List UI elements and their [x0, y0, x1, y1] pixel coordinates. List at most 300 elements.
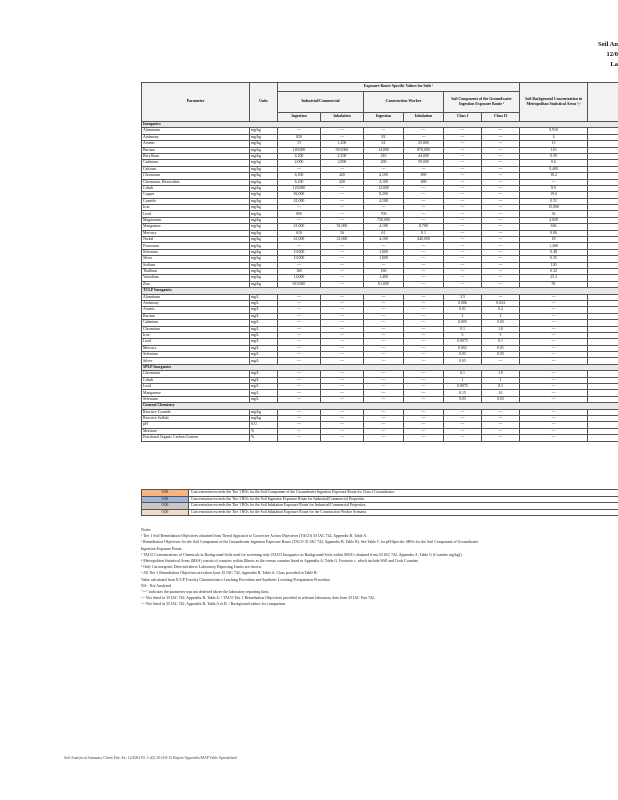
value-cell: 0.01	[482, 345, 520, 351]
value-cell: 25.2	[520, 275, 588, 281]
header-line-1: Soil An	[597, 41, 618, 48]
note-line: ³ TACO Concentrations of Chemicals in Background Soils used for screening only (TACO Inorganics in Background Soils within MSA's obtained from 35 IAC 742, Appendix A, Table G (Counties mg/kg)).	[141, 552, 463, 557]
value-cell: ---	[520, 179, 588, 185]
legend-row	[142, 503, 618, 510]
value-cell: ---	[321, 415, 364, 421]
parameter-cell: Potassium	[142, 243, 250, 249]
parameter-cell: Nickel	[142, 237, 250, 243]
value-cell: ---	[364, 243, 404, 249]
value-cell: ---	[482, 205, 520, 211]
value-cell: ---	[444, 435, 482, 441]
value-cell: ---	[321, 198, 364, 204]
value-cell: 91,000	[321, 224, 364, 230]
value-cell: ---	[321, 332, 364, 338]
units-cell: mg/kg	[250, 237, 278, 243]
value-cell: ---	[321, 166, 364, 172]
units-cell: mg/L	[250, 352, 278, 358]
value-cell: ---	[278, 294, 321, 300]
value-cell: ---	[278, 243, 321, 249]
parameter-cell: Iron	[142, 205, 250, 211]
value-cell: 16	[321, 230, 364, 236]
units-cell: mg/kg	[250, 256, 278, 262]
value-cell: ---	[404, 275, 444, 281]
parameter-cell: Cadmium	[142, 160, 250, 166]
value-cell: ---	[404, 262, 444, 268]
value-cell: ---	[482, 275, 520, 281]
value-cell: ---	[404, 428, 444, 434]
value-cell: ---	[278, 320, 321, 326]
value-cell: ---	[520, 422, 588, 428]
value-cell: ---	[321, 275, 364, 281]
value-cell: ---	[278, 128, 321, 134]
value-cell: 0.1	[482, 339, 520, 345]
parameter-cell: Selenium	[142, 396, 250, 402]
value-cell: 1.0	[482, 371, 520, 377]
value-cell: ---	[404, 134, 444, 140]
value-cell: ---	[482, 262, 520, 268]
value-cell: ---	[404, 377, 444, 383]
value-cell: ---	[444, 243, 482, 249]
value-cell: 1,000	[364, 249, 404, 255]
value-cell: ---	[482, 281, 520, 287]
value-cell: ---	[404, 313, 444, 319]
value-cell: 1.0	[482, 326, 520, 332]
units-cell: mg/L	[250, 332, 278, 338]
value-cell: 10,000	[278, 256, 321, 262]
value-cell: 2,800	[321, 160, 364, 166]
parameter-cell: Chromium	[142, 173, 250, 179]
section-title: SPLP Inorganics	[142, 364, 618, 370]
value-cell: ---	[364, 396, 404, 402]
parameter-cell: Copper	[142, 192, 250, 198]
value-cell: ---	[520, 371, 588, 377]
value-cell: ---	[278, 384, 321, 390]
header-line-2: 12/0	[606, 51, 618, 58]
note-line: ⁴ Metropolitan Statistical Areas (MSA) consist of counties within Illinois as the census counties listed in Appendix A, Table G, Footnote c, which include Will and Cook Counties.	[141, 559, 419, 564]
value-cell: ---	[404, 435, 444, 441]
value-cell: 0.06	[520, 230, 588, 236]
value-cell: 4,100	[364, 179, 404, 185]
value-cell: 2,100	[321, 153, 364, 159]
parameter-cell: Lead	[142, 339, 250, 345]
parameter-cell: Iron	[142, 332, 250, 338]
units-cell: mg/kg	[250, 160, 278, 166]
note-line: ⁵ Only Carcinogenic Detected above Laboratory Reporting Limits are shown.	[141, 565, 262, 570]
value-cell: ---	[364, 345, 404, 351]
units-cell: mg/kg	[250, 268, 278, 274]
value-cell: ---	[482, 409, 520, 415]
value-cell: ---	[364, 326, 404, 332]
value-cell: ---	[364, 313, 404, 319]
value-cell: ---	[520, 332, 588, 338]
construction-header: Construction Worker	[364, 91, 444, 112]
parameter-cell: Lead	[142, 211, 250, 217]
value-cell: ---	[482, 147, 520, 153]
units-cell: mg/kg	[250, 147, 278, 153]
value-cell: 0.002	[444, 345, 482, 351]
value-cell: ---	[278, 217, 321, 223]
value-cell: ---	[404, 390, 444, 396]
note-line: "---" indicates the parameter was not detected above the laboratory reporting limit.	[141, 590, 270, 595]
value-cell: 0.01	[444, 307, 482, 313]
value-cell: ---	[482, 128, 520, 134]
value-cell: 1	[482, 377, 520, 383]
value-cell: 1	[444, 377, 482, 383]
value-cell: 61	[364, 230, 404, 236]
value-cell: 15,900	[520, 205, 588, 211]
units-cell: mg/kg	[250, 281, 278, 287]
value-cell: ---	[482, 230, 520, 236]
soil-analytical-table	[141, 82, 618, 442]
value-cell: ---	[520, 352, 588, 358]
value-cell: ---	[404, 249, 444, 255]
value-cell: ---	[444, 134, 482, 140]
value-cell: 9,910	[520, 128, 588, 134]
value-cell: 95	[520, 281, 588, 287]
parameter-cell: Cadmium	[142, 320, 250, 326]
value-cell: 44,000	[404, 153, 444, 159]
value-cell: ---	[482, 415, 520, 421]
value-cell: ---	[278, 313, 321, 319]
section-title: TCLP Inorganics	[142, 288, 618, 294]
units-cell: mg/L	[250, 371, 278, 377]
value-cell: ---	[364, 332, 404, 338]
value-cell: 25,000	[404, 141, 444, 147]
value-cell: ---	[520, 358, 588, 364]
units-cell: S.U.	[250, 422, 278, 428]
notes-section	[141, 527, 611, 608]
value-cell: ---	[278, 409, 321, 415]
value-cell: 610	[278, 230, 321, 236]
value-cell: 0.55	[520, 256, 588, 262]
value-cell: ---	[404, 166, 444, 172]
legend-swatch: 0.00	[142, 496, 189, 503]
value-cell: ---	[364, 371, 404, 377]
value-cell: 1,200	[321, 141, 364, 147]
value-cell: 0.05	[444, 352, 482, 358]
value-cell: ---	[364, 294, 404, 300]
value-cell: ---	[444, 281, 482, 287]
units-cell: mg/kg	[250, 198, 278, 204]
value-cell: ---	[321, 307, 364, 313]
parameter-cell: Vanadium	[142, 275, 250, 281]
value-cell: ---	[444, 192, 482, 198]
units-cell: mg/L	[250, 339, 278, 345]
value-cell: 10,000	[278, 249, 321, 255]
value-cell: 130	[520, 262, 588, 268]
parameter-cell: Chromium	[142, 326, 250, 332]
value-cell: ---	[482, 217, 520, 223]
value-cell: 41,000	[278, 198, 321, 204]
parameter-cell: Arsenic	[142, 307, 250, 313]
units-cell: mg/kg	[250, 185, 278, 191]
value-cell: ---	[482, 141, 520, 147]
note-line: --- Not listed in 35 IAC 742, Appendix B, Table A or B. / Background values for comparison.	[141, 602, 287, 607]
table-body	[142, 122, 618, 442]
value-cell: 440,000	[404, 237, 444, 243]
units-cell: mg/L	[250, 358, 278, 364]
value-cell: ---	[444, 211, 482, 217]
units-cell: mg/kg	[250, 230, 278, 236]
value-cell: 2	[482, 313, 520, 319]
value-cell: ---	[482, 198, 520, 204]
value-cell: ---	[364, 262, 404, 268]
value-cell: ---	[364, 307, 404, 313]
parameter-cell: pH	[142, 422, 250, 428]
parameter-cell: Cobalt	[142, 185, 250, 191]
section-title: Inorganics	[142, 122, 618, 128]
value-cell: 0.05	[482, 320, 520, 326]
value-cell: 41,000	[278, 237, 321, 243]
units-cell: mg/L	[250, 396, 278, 402]
parameter-cell: Arsenic	[142, 141, 250, 147]
value-cell: ---	[444, 409, 482, 415]
extra-cell	[588, 435, 618, 441]
units-cell: mg/L	[250, 294, 278, 300]
value-cell: ---	[444, 237, 482, 243]
background-header: Soil Background Concentration in Metropolitan Statistical Areas ⁴,⁵	[520, 83, 588, 122]
value-cell: ---	[520, 377, 588, 383]
parameter-cell: Zinc	[142, 281, 250, 287]
value-cell: 200	[364, 160, 404, 166]
value-cell: 110	[520, 147, 588, 153]
sub-class-2: Class II	[482, 113, 520, 122]
value-cell: ---	[520, 320, 588, 326]
value-cell: ---	[278, 300, 321, 306]
value-cell: ---	[278, 345, 321, 351]
value-cell: 4,100	[364, 237, 404, 243]
value-cell: 0.05	[444, 396, 482, 402]
units-header: Units	[250, 83, 278, 122]
value-cell: ---	[321, 339, 364, 345]
value-cell: ---	[364, 435, 404, 441]
value-cell: ---	[404, 281, 444, 287]
legend-row	[142, 509, 618, 516]
value-cell: 0.1	[444, 371, 482, 377]
legend-table	[141, 489, 618, 516]
value-cell: ---	[364, 166, 404, 172]
note-line: Notes:	[141, 528, 152, 532]
value-cell: 0.05	[482, 396, 520, 402]
extra-header	[588, 83, 618, 122]
value-cell: 4,100	[364, 173, 404, 179]
units-cell: mg/L	[250, 390, 278, 396]
value-cell: ---	[321, 428, 364, 434]
sub-inhalation: Inhalation	[321, 113, 364, 122]
value-cell: ---	[404, 243, 444, 249]
value-cell: 610,000	[278, 281, 321, 287]
note-line: --- Not listed in 35 IAC 742, Appendix B, Table A. / TACO Tier 1 Remediation Objectives provided in relevant laboratory data from 35 IAC Part 742.	[141, 596, 375, 601]
value-cell: ---	[404, 185, 444, 191]
value-cell: 636	[520, 224, 588, 230]
legend-text: Concentration exceeds the Tier 1 ROs for the Soil Inhalation Exposure Route for Industrial/Commercial Properties.	[189, 503, 618, 510]
value-cell: ---	[321, 384, 364, 390]
value-cell: 82	[364, 134, 404, 140]
value-cell: ---	[520, 300, 588, 306]
note-line: NA - Not Analyzed	[141, 583, 172, 588]
parameter-cell: Antimony	[142, 300, 250, 306]
value-cell: 870,000	[404, 147, 444, 153]
value-cell: ---	[444, 166, 482, 172]
value-cell: ---	[482, 185, 520, 191]
value-cell: ---	[404, 300, 444, 306]
value-cell: ---	[444, 224, 482, 230]
units-cell: mg/kg	[250, 217, 278, 223]
table-row	[142, 435, 618, 441]
value-cell: 10	[482, 390, 520, 396]
units-cell: mg/kg	[250, 262, 278, 268]
value-cell: ---	[278, 332, 321, 338]
value-cell: ---	[520, 396, 588, 402]
value-cell: ---	[444, 179, 482, 185]
value-cell: ---	[321, 377, 364, 383]
value-cell: ---	[404, 422, 444, 428]
value-cell: ---	[404, 409, 444, 415]
value-cell: ---	[278, 377, 321, 383]
value-cell: ---	[321, 268, 364, 274]
value-cell: ---	[482, 243, 520, 249]
parameter-cell: Mercury	[142, 230, 250, 236]
value-cell: 140,000	[278, 147, 321, 153]
value-cell: 420	[321, 173, 364, 179]
value-cell: ---	[278, 205, 321, 211]
value-cell: ---	[321, 435, 364, 441]
value-cell: ---	[364, 128, 404, 134]
units-cell: mg/kg	[250, 192, 278, 198]
units-cell: mg/L	[250, 307, 278, 313]
legend-text: Concentration exceeds the Tier 1 ROs for the Soil Component of the Groundwater Ingestion Exposure Route for Class I Groundwater.	[189, 490, 618, 497]
value-cell: 0.32	[520, 268, 588, 274]
value-cell: ---	[278, 428, 321, 434]
value-cell: 14,000	[364, 147, 404, 153]
units-cell: mg/kg	[250, 166, 278, 172]
units-cell: %	[250, 435, 278, 441]
note-line: Ingestion Exposure Route.	[141, 546, 183, 551]
value-cell: 0.1	[404, 230, 444, 236]
units-cell: mg/kg	[250, 415, 278, 421]
value-cell: 0.024	[482, 300, 520, 306]
value-cell: 3.5	[444, 294, 482, 300]
value-cell: ---	[444, 275, 482, 281]
value-cell: ---	[404, 211, 444, 217]
value-cell: 0.1	[482, 384, 520, 390]
value-cell: ---	[482, 192, 520, 198]
value-cell: 0.59	[520, 153, 588, 159]
units-cell: mg/L	[250, 313, 278, 319]
value-cell: ---	[278, 339, 321, 345]
value-cell: ---	[520, 428, 588, 434]
value-cell: ---	[404, 415, 444, 421]
value-cell: ---	[278, 371, 321, 377]
value-cell: 700	[364, 211, 404, 217]
value-cell: 0.05	[444, 358, 482, 364]
units-cell: mg/kg	[250, 173, 278, 179]
units-cell: mg/kg	[250, 179, 278, 185]
value-cell: ---	[364, 339, 404, 345]
legend-swatch: 0.00	[142, 490, 189, 497]
note-line: ⁶ All Tier 1 Remediation Objectives are taken from 35 IAC 742, Appendix B, Table A. Class provided in Table B.	[141, 571, 318, 576]
value-cell: ---	[482, 249, 520, 255]
value-cell: ---	[482, 153, 520, 159]
value-cell: ---	[444, 249, 482, 255]
value-cell: ---	[321, 294, 364, 300]
value-cell: 800	[278, 211, 321, 217]
value-cell: ---	[444, 198, 482, 204]
value-cell: ---	[404, 205, 444, 211]
value-cell: ---	[321, 243, 364, 249]
value-cell: 5	[482, 332, 520, 338]
value-cell: ---	[321, 256, 364, 262]
units-cell: mg/L	[250, 377, 278, 383]
parameter-cell: Lead	[142, 384, 250, 390]
parameter-cell: Selenium	[142, 352, 250, 358]
value-cell: 61	[364, 141, 404, 147]
value-cell: ---	[520, 326, 588, 332]
value-cell: 0.51	[520, 198, 588, 204]
units-cell: mg/kg	[250, 153, 278, 159]
value-cell: 4,100	[278, 153, 321, 159]
parameter-cell: Selenium	[142, 249, 250, 255]
value-cell: ---	[321, 192, 364, 198]
value-cell: 0.0075	[444, 384, 482, 390]
value-cell: ---	[444, 415, 482, 421]
parameter-cell: Silver	[142, 358, 250, 364]
units-cell: mg/kg	[250, 224, 278, 230]
value-cell: ---	[520, 313, 588, 319]
value-cell: ---	[404, 358, 444, 364]
value-cell: 36	[520, 211, 588, 217]
value-cell: 820	[278, 134, 321, 140]
value-cell: 6,100	[278, 173, 321, 179]
value-cell: ---	[444, 160, 482, 166]
value-cell: 690	[404, 179, 444, 185]
parameter-cell: Manganese	[142, 390, 250, 396]
value-cell: 0.05	[482, 352, 520, 358]
value-cell: ---	[520, 307, 588, 313]
value-cell: ---	[321, 320, 364, 326]
value-cell: 12,000	[364, 185, 404, 191]
value-cell: 21,000	[321, 237, 364, 243]
note-line: Value calculated from ICCP Toxicity Characteristics Leaching Procedure and Synthetic Leaching Precipitation Procedure.	[141, 577, 331, 582]
value-cell: 4,100	[364, 224, 404, 230]
value-cell: ---	[321, 262, 364, 268]
units-cell: mg/L	[250, 345, 278, 351]
legend-row	[142, 496, 618, 503]
units-cell: mg/kg	[250, 134, 278, 140]
value-cell: ---	[278, 396, 321, 402]
value-cell: ---	[364, 409, 404, 415]
units-cell: mg/kg	[250, 211, 278, 217]
value-cell: ---	[444, 173, 482, 179]
parameter-cell: Barium	[142, 147, 250, 153]
value-cell: 13	[520, 141, 588, 147]
value-cell: ---	[404, 192, 444, 198]
value-cell: 13	[278, 141, 321, 147]
value-cell: 730,000	[364, 217, 404, 223]
parameter-cell: Calcium	[142, 166, 250, 172]
value-cell: ---	[321, 205, 364, 211]
parameter-cell: Magnesium	[142, 217, 250, 223]
value-cell: ---	[364, 358, 404, 364]
parameter-cell: Reactive Cyanide	[142, 409, 250, 415]
value-cell: ---	[404, 307, 444, 313]
units-cell: mg/L	[250, 384, 278, 390]
value-cell: 4,100	[364, 198, 404, 204]
value-cell: 5	[444, 332, 482, 338]
value-cell: ---	[278, 435, 321, 441]
parameter-cell: Cobalt	[142, 377, 250, 383]
value-cell: ---	[321, 211, 364, 217]
